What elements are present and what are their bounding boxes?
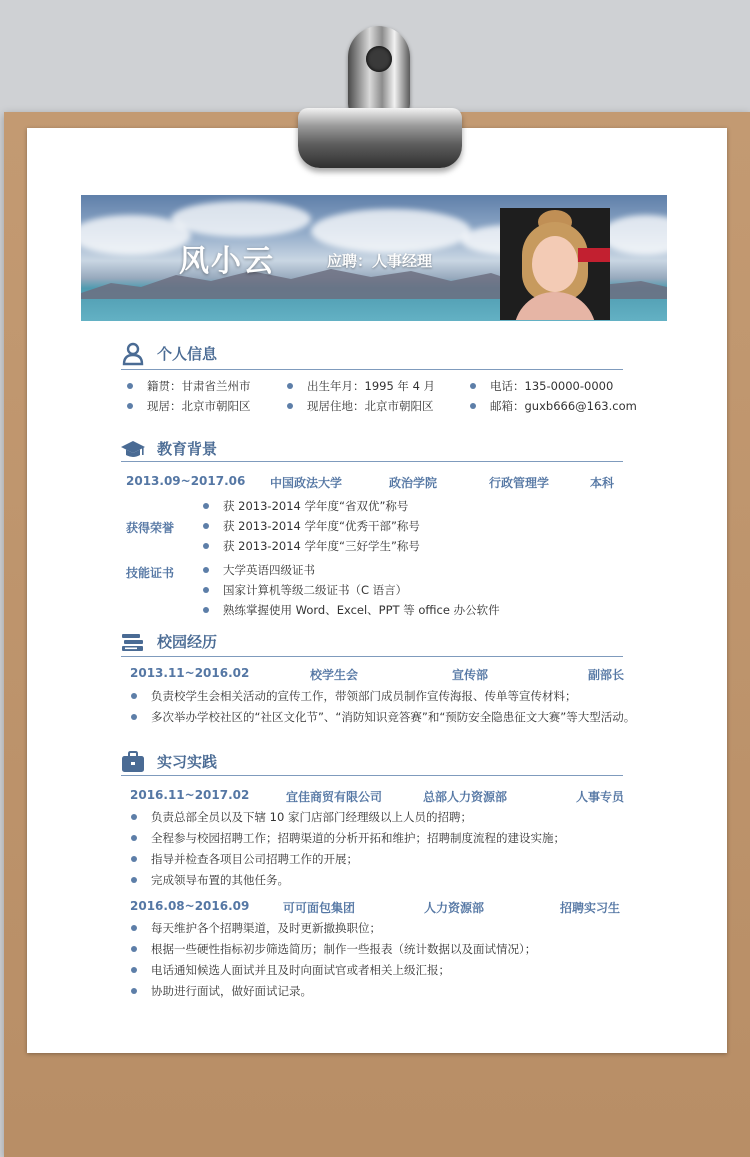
graduation-cap-icon [121, 437, 145, 461]
banner-cloud [311, 209, 471, 253]
bullet [127, 403, 133, 409]
bullet [470, 383, 476, 389]
bullet [470, 403, 476, 409]
banner-cloud [601, 215, 667, 255]
campus-period: 2013.11~2016.02 [130, 666, 250, 680]
bullet [131, 856, 137, 862]
campus-role: 副部长 [588, 668, 625, 682]
job2-company: 可可面包集团 [283, 901, 356, 915]
job2-item: 协助进行面试，做好面试记录。 [151, 984, 312, 998]
applied-position: 应聘：人事经理 [327, 252, 433, 270]
honors-label: 获得荣誉 [126, 521, 175, 535]
profile-photo [500, 208, 610, 320]
bullet [131, 877, 137, 883]
bullet [203, 607, 209, 613]
job1-period: 2016.11~2017.02 [130, 788, 250, 802]
person-icon [121, 342, 145, 366]
job1-item: 负责总部全员以及下辖 10 家门店部门经理级以上人员的招聘； [151, 810, 472, 824]
job1-company: 宜佳商贸有限公司 [286, 790, 383, 804]
campus-org: 校学生会 [310, 668, 359, 682]
clip-ring [348, 26, 410, 118]
briefcase-icon [121, 750, 145, 774]
info-email[interactable]: 邮箱：guxb666@163.com [490, 399, 637, 413]
edu-school: 中国政法大学 [270, 476, 343, 490]
bullet [203, 567, 209, 573]
info-birth: 出生年月：1995 年 4 月 [307, 379, 436, 393]
bullet [203, 543, 209, 549]
resume-paper [27, 128, 727, 1053]
bullet [287, 383, 293, 389]
section-title: 校园经历 [157, 633, 218, 651]
job2-item: 每天维护各个招聘渠道，及时更新撤换职位； [151, 921, 381, 935]
clipboard-clip [298, 26, 462, 171]
campus-item: 多次举办学校社区的“社区文化节”、“消防知识竞答赛”和“预防安全隐患征文大赛”等大型活动。 [151, 710, 636, 724]
bullet [131, 814, 137, 820]
job2-item: 电话通知候选人面试并且及时向面试官或者相关上级汇报； [151, 963, 450, 977]
job2-period: 2016.08~2016.09 [130, 899, 250, 913]
bullet [131, 693, 137, 699]
skill-item: 熟练掌握使用 Word、Excel、PPT 等 office 办公软件 [223, 603, 500, 617]
bullet [203, 503, 209, 509]
skill-item: 大学英语四级证书 [223, 563, 315, 577]
job1-item: 全程参与校园招聘工作；招聘渠道的分析开拓和维护；招聘制度流程的建设实施； [151, 831, 565, 845]
bullet [131, 967, 137, 973]
section-divider [121, 656, 623, 657]
job1-item: 指导并检查各项目公司招聘工作的开展； [151, 852, 358, 866]
bullet [203, 587, 209, 593]
job1-role: 人事专员 [576, 790, 625, 804]
honor-item: 获 2013-2014 学年度“三好学生”称号 [223, 539, 420, 553]
books-icon [121, 630, 145, 654]
bullet [131, 835, 137, 841]
bullet [127, 383, 133, 389]
section-title: 教育背景 [157, 440, 218, 458]
info-residence: 现居：北京市朝阳区 [147, 399, 251, 413]
section-title: 个人信息 [157, 345, 218, 363]
edu-period: 2013.09~2017.06 [126, 474, 246, 488]
info-phone: 电话：135-0000-0000 [490, 379, 614, 393]
banner-cloud [171, 201, 311, 237]
job2-item: 根据一些硬性指标初步筛选简历；制作一些报表（统计数据以及面试情况）； [151, 942, 537, 956]
job1-dept: 总部人力资源部 [423, 790, 508, 804]
honor-item: 获 2013-2014 学年度“优秀干部”称号 [223, 519, 420, 533]
edu-college: 政治学院 [389, 476, 438, 490]
bullet [131, 714, 137, 720]
info-hometown: 籍贯：甘肃省兰州市 [147, 379, 251, 393]
edu-degree: 本科 [590, 476, 615, 490]
job2-role: 招聘实习生 [560, 901, 621, 915]
skills-label: 技能证书 [126, 566, 175, 580]
section-divider [121, 461, 623, 462]
honor-item: 获 2013-2014 学年度“省双优”称号 [223, 499, 409, 513]
bullet [131, 946, 137, 952]
clip-base [298, 108, 462, 168]
campus-item: 负责校学生会相关活动的宣传工作，带领部门成员制作宣传海报、传单等宣传材料； [151, 689, 577, 703]
section-divider [121, 775, 623, 776]
candidate-name: 风小云 [179, 244, 275, 279]
job1-item: 完成领导布置的其他任务。 [151, 873, 289, 887]
section-title: 实习实践 [157, 753, 218, 771]
job2-dept: 人力资源部 [424, 901, 485, 915]
bullet [131, 988, 137, 994]
skill-item: 国家计算机等级二级证书（C 语言） [223, 583, 408, 597]
edu-major: 行政管理学 [489, 476, 550, 490]
section-divider [121, 369, 623, 370]
campus-dept: 宣传部 [452, 668, 489, 682]
bullet [203, 523, 209, 529]
bullet [131, 925, 137, 931]
bullet [287, 403, 293, 409]
info-address: 现居住地：北京市朝阳区 [307, 399, 434, 413]
